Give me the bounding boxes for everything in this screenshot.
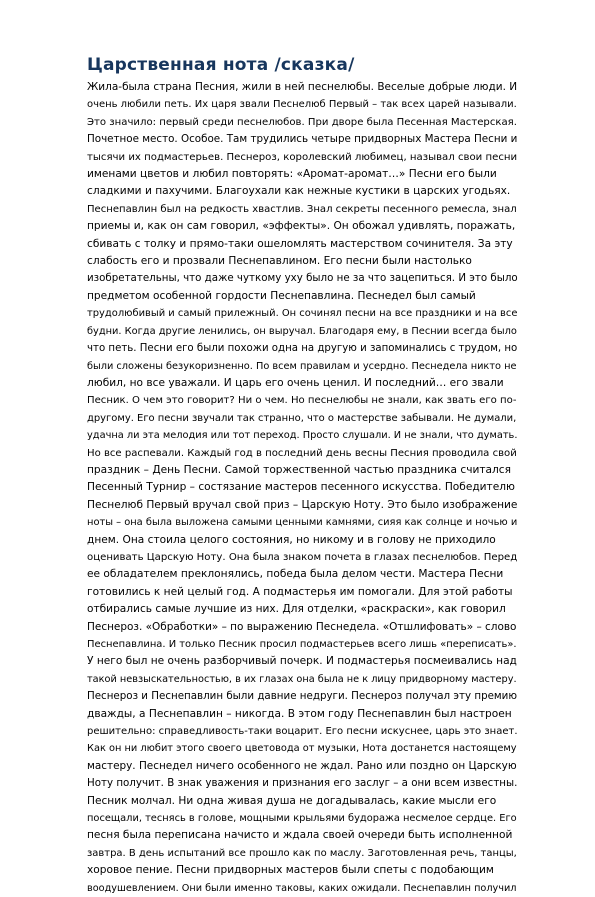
text-line: предметом особенной гордости Песнепавлина. Песнедел был самый (87, 289, 476, 302)
text-line: оценивать Царскую Ноту. Она была знаком почета в глазах песнелюбов. Перед (87, 551, 518, 563)
text-line: праздник – День Песни. Самой торжественной частью праздника считался (87, 463, 511, 476)
text-line: были сложены безукоризненно. По всем правилам и усердно. Песнедела никто не (87, 360, 517, 372)
text-line: Жила-была страна Песния, жили в ней песнелюбы. Веселые добрые люди. И (87, 81, 518, 93)
text-line: Ноту получит. В знак уважения и признания его заслуг – а они всем известны. (87, 777, 518, 790)
document-body (87, 79, 517, 897)
text-line: Как он ни любит этого своего цветовода от музыки, Нота достанется настоящему (87, 743, 517, 755)
text-line: днем. Она стоила целого состояния, но никому и в голову не приходило (87, 533, 496, 546)
text-line: сбивать с толку и прямо-таки ошеломлять мастерством сочинителя. За эту (87, 237, 513, 250)
text-line: готовились к ней целый год. А подмастерья им помогали. Для этой работы (87, 585, 513, 598)
text-line: будни. Когда другие ленились, он выручал. Благодаря ему, в Песнии всегда было (87, 325, 517, 337)
text-line: сладкими и пахучими. Благоухали как нежные кустики в царских угодьях. (87, 185, 511, 198)
text-line: любил, но все уважали. И царь его очень ценил. И последний… его звали (87, 376, 504, 389)
text-line: отбирались самые лучшие из них. Для отделки, «раскраски», как говорил (87, 603, 506, 616)
text-line: посещали, теснясь в голове, мощными крыльями будоража несмелое сердце. Его (87, 813, 517, 825)
text-line: решительно: справедливость-таки воцарит. Его песни искуснее, царь это знает. (87, 726, 518, 738)
text-line: песня была переписана начисто и ждала своей очереди быть исполненной (87, 829, 513, 842)
text-line: именами цветов и любил повторять: «Аромат-аромат…» Песни его были (87, 168, 497, 181)
text-line: ноты – она была выложена самыми ценными камнями, сияя как солнце и ночью и (87, 517, 518, 529)
text-line: Песник. О чем это говорит? Ни о чем. Но песнелюбы не знали, как звать его по- (87, 395, 517, 407)
text-line: Песнероз и Песнепавлин были давние недруги. Песнероз получал эту премию (87, 690, 518, 703)
text-line: воодушевлением. Они были именно таковы, каких ожидали. Песнепавлин получил (87, 882, 517, 894)
text-line: Песник молчал. Ни одна живая душа не догадывалась, какие мысли его (87, 794, 497, 807)
text-line: другому. Его песни звучали так странно, что о мастерстве забывали. Не думали, (87, 412, 517, 424)
text-line: что петь. Песни его были похожи одна на другую и запоминались с трудом, но (87, 343, 518, 355)
text-line: Песнероз. «Обработки» – по выражению Песнедела. «Отшлифовать» – слово (87, 620, 517, 633)
text-line: тысячи их подмастерьев. Песнероз, королевский любимец, называл свои песни (87, 151, 518, 163)
document-title: Царственная нота /сказка/ (87, 55, 355, 75)
text-line: такой невзыскательностью, в их глазах она была не к лицу придворному мастеру. (87, 673, 517, 685)
text-line: завтра. В день испытаний все прошло как по маслу. Заготовленная речь, танцы, (87, 847, 517, 859)
text-line: Песнелюб Первый вручал свой приз – Царскую Ноту. Это было изображение (87, 498, 518, 511)
text-line: удачна ли эта мелодия или тот переход. Просто слушали. И не знали, что думать. (87, 430, 518, 442)
text-line: трудолюбивый и самый прилежный. Он сочинял песни на все праздники и на все (87, 308, 518, 320)
text-line: мастеру. Песнедел ничего особенного не ждал. Рано или поздно он Царскую (87, 759, 517, 772)
text-line: очень любили петь. Их царя звали Песнелюб Первый – так всех царей называли. (87, 99, 517, 111)
text-line: дважды, а Песнепавлин – никогда. В этом году Песнепавлин был настроен (87, 707, 512, 720)
text-line: ее обладателем преклонялись, победа была делом чести. Мастера Песни (87, 568, 504, 581)
text-line: Песенный Турнир – состязание мастеров песенного искусства. Победителю (87, 481, 515, 494)
text-line: Почетное место. Особое. Там трудились четыре придворных Мастера Песни и (87, 133, 518, 146)
text-line: Но все распевали. Каждый год в последний день весны Песния проводила свой (87, 447, 517, 459)
text-line: изобретательны, что даже чуткому уху было не за что зацепиться. И это было (87, 272, 518, 285)
text-line: Это значило: первый среди песнелюбов. При дворе была Песенная Мастерская. (87, 116, 517, 128)
text-line: Песнепавлина. И только Песник просил подмастерьев всего лишь «переписать». (87, 639, 517, 650)
text-line: Песнепавлин был на редкость хвастлив. Знал секреты песенного ремесла, знал (87, 203, 517, 215)
text-line: У него был не очень разборчивый почерк. И подмастерья посмеивались над (87, 655, 517, 668)
text-line: слабость его и прозвали Песнепавлином. Его песни были настолько (87, 255, 472, 268)
text-line: хоровое пение. Песни придворных мастеров были спеты с подобающим (87, 864, 494, 877)
text-line: приемы и, как он сам говорил, «эффекты». Он обожал удивлять, поражать, (87, 220, 516, 233)
